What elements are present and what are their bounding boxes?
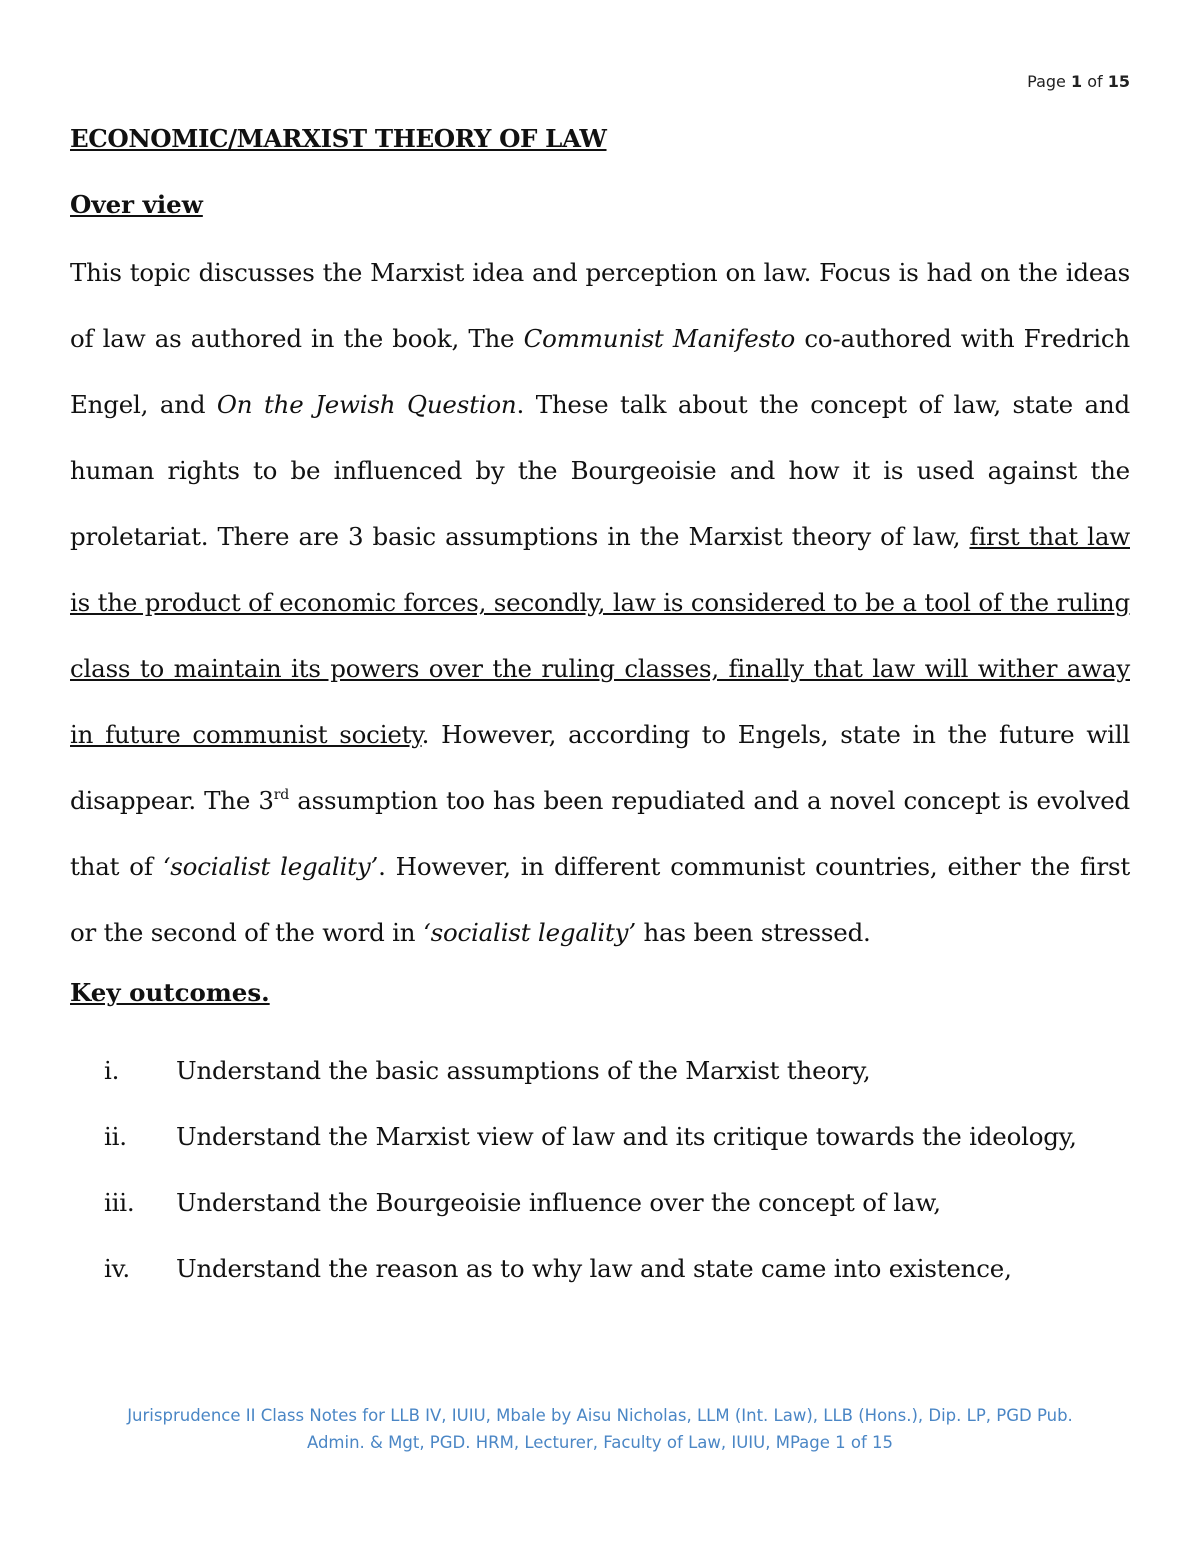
- page-footer: [70, 1402, 1130, 1456]
- page-current: 1: [1070, 72, 1083, 91]
- key-outcomes-heading: Key outcomes.: [70, 978, 270, 1007]
- list-item: [70, 1104, 1130, 1170]
- overview-text-7: has been stressed.: [635, 918, 871, 947]
- ordinal-suffix: rd: [273, 787, 290, 803]
- list-item: [70, 1170, 1130, 1236]
- list-item-number: iv.: [104, 1254, 130, 1283]
- overview-text-6: . However, in different communist countries, either the first or the second of the word in: [70, 852, 1130, 947]
- overview-text-1: This topic discusses the Marxist idea and perception on law. Focus is had on the ideas of law as authored in the book, The: [70, 258, 1130, 353]
- overview-text-3: . These talk about the concept of law, state and human rights to be influenced by the Bourgeoisie and how it is used against the proletariat. There are 3 basic assumptions in the Marxist theory of law,: [70, 390, 1130, 551]
- overview-paragraph: [70, 240, 1130, 966]
- term-socialist-legality-2: ‘socialist legality’: [422, 918, 636, 947]
- page-label: Page: [1027, 72, 1066, 91]
- overview-text-4: . However, according to Engels, state in the future will disappear. The 3: [70, 720, 1131, 815]
- main-content: [70, 118, 1130, 1302]
- list-item-text: Understand the Marxist view of law and its critique towards the ideology,: [176, 1122, 1077, 1151]
- book-title-jewish-question: On the Jewish Question: [216, 390, 517, 419]
- page-number: [1027, 72, 1130, 91]
- key-outcomes-list: [70, 1038, 1130, 1302]
- list-item-number: i.: [104, 1056, 120, 1085]
- overview-text-5: assumption too has been repudiated and a novel concept is evolved that of: [70, 786, 1130, 881]
- list-item-text: Understand the Bourgeoisie influence over the concept of law,: [176, 1188, 941, 1217]
- page-total: 15: [1107, 72, 1130, 91]
- page-of: of: [1087, 72, 1103, 91]
- term-socialist-legality-1: ‘socialist legality’: [162, 852, 379, 881]
- list-item-text: Understand the reason as to why law and state came into existence,: [176, 1254, 1012, 1283]
- list-item: [70, 1236, 1130, 1302]
- list-item: [70, 1038, 1130, 1104]
- list-item-text: Understand the basic assumptions of the Marxist theory,: [176, 1056, 871, 1085]
- book-title-communist-manifesto: Communist Manifesto: [523, 324, 796, 353]
- list-item-number: iii.: [104, 1188, 135, 1217]
- document-title: ECONOMIC/MARXIST THEORY OF LAW: [70, 124, 607, 153]
- overview-heading: Over view: [70, 190, 203, 219]
- assumptions-underlined: first that law is the product of economic forces, secondly, law is considered to be a tool of the ruling class to maintain its powers over the ruling classes, finally that law will wither away in future communist society: [70, 522, 1130, 749]
- footer-line-1: Jurisprudence II Class Notes for LLB IV, IUIU, Mbale by Aisu Nicholas, LLM (Int. Law), LLB (Hons.), Dip. LP, PGD Pub.: [127, 1406, 1073, 1425]
- list-item-number: ii.: [104, 1122, 127, 1151]
- footer-line-2: Admin. & Mgt, PGD. HRM, Lecturer, Faculty of Law, IUIU, MPage 1 of 15: [306, 1433, 894, 1452]
- overview-text-2: co-authored with Fredrich Engel, and: [70, 324, 1130, 419]
